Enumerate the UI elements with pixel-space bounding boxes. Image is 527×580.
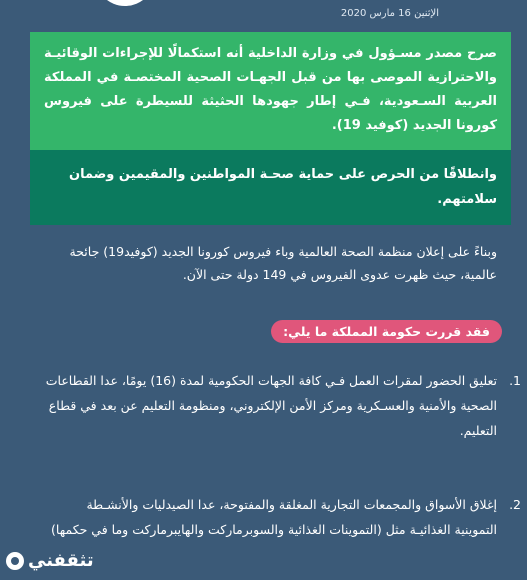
watermark-text: تثقفني xyxy=(28,550,94,571)
intro-paragraph: وبناءً على إعلان منظمة الصحة العالمية وباء فيروس كورونا الجديد (كوفيد19) جائحة عالمية، حيث ظهرت عدوى الفيروس في 149 دولة حتى الآن. xyxy=(69,244,497,282)
list-item-text: تعليق الحضور لمقرات العمل فـي كافة الجهات الحكومية لمدة (16) يومًا، عدا القطاعات الصحية والأمنية والعسـكرية ومركز الأمن الإلكتروني، ومنظومة التعليم عن بعد في قطاع التعليم. xyxy=(45,373,497,438)
list-item-number: 2. xyxy=(509,497,521,512)
site-watermark xyxy=(6,550,94,571)
highlight-teal-box xyxy=(30,150,511,225)
list-item-number: 1. xyxy=(509,373,521,388)
highlight-green-box xyxy=(30,32,511,150)
lightbulb-logo-icon xyxy=(6,552,24,570)
highlight-teal-text: وانطلاقًا من الحرص على حماية صحـة المواطنين والمقيمين وضمان سلامتهم. xyxy=(69,167,497,207)
list-item xyxy=(30,492,521,542)
list-item-text: إغلاق الأسواق والمجمعات التجارية المغلقة والمفتوحة، عدا الصيدليات والأنشـطة التموينية الغذائيـة مثل (التموينات الغذائية والسوبرماركت والهايبرماركت وما في حكمها) xyxy=(51,497,497,537)
header-graphic xyxy=(95,0,155,6)
list-item xyxy=(30,368,521,443)
highlight-green-text: صرح مصدر مسـؤول في وزارة الداخلية أنه استكمالًا للإجراءات الوقائيـة والاحترازية الموصى بها من قبل الجهـات الصحية المختصـة في المملكة العربية السـعودية، فـي إطار جهودها الحثيثة للسيطرة على فيروس كورونا الجديد (كوفيد 19). xyxy=(44,46,497,133)
decision-label-badge: فقد قررت حكومة المملكة ما يلي: xyxy=(271,320,502,343)
article-date: الإثنين 16 مارس 2020 xyxy=(340,8,439,19)
